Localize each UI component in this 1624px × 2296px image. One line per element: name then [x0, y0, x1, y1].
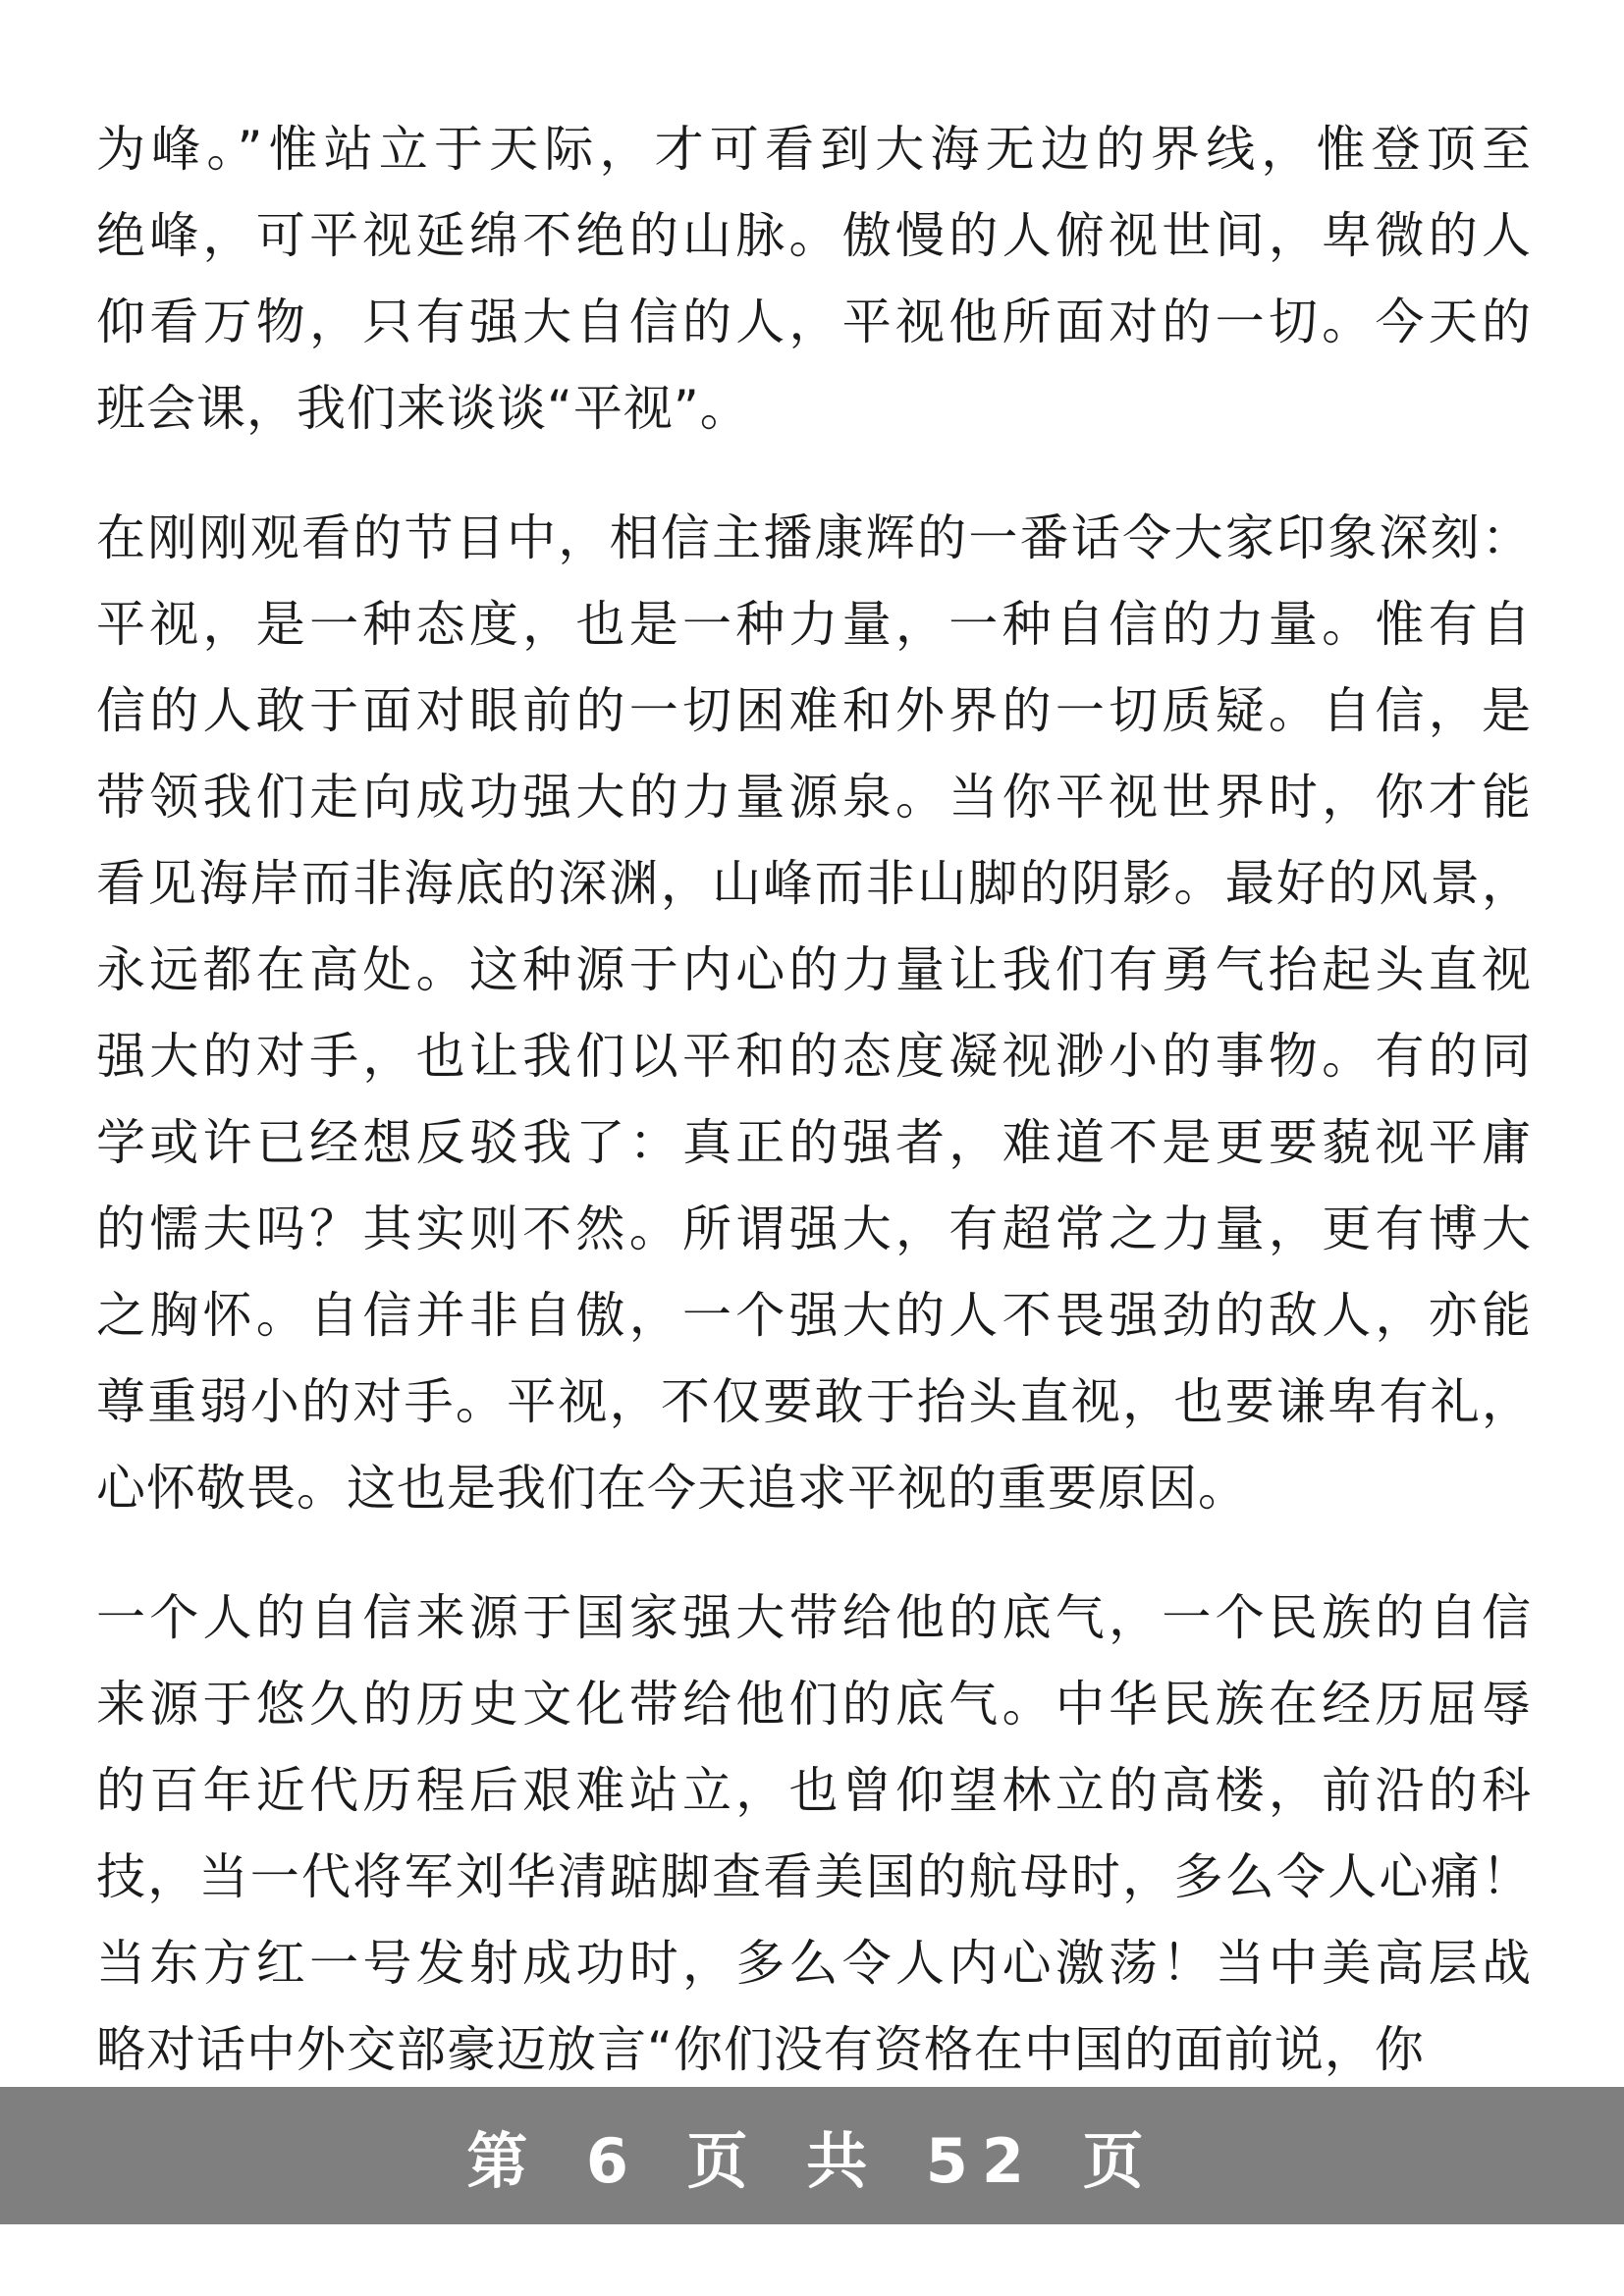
text-line: 心怀敬畏。这也是我们在今天追求平视的重要原因。: [96, 1460, 1248, 1517]
text-line: 的懦夫吗？其实则不然。所谓强大，有超常之力量，更有博大: [96, 1201, 1532, 1257]
text-line: 略对话中外交部豪迈放言“你们没有资格在中国的面前说，你: [96, 2021, 1425, 2078]
text-line: 的百年近代历程后艰难站立，也曾仰望林立的高楼，前沿的科: [96, 1762, 1532, 1819]
text-line: 尊重弱小的对手。平视，不仅要敢于抬头直视，也要谦卑有礼，: [96, 1373, 1532, 1430]
text-line: 信的人敢于面对眼前的一切困难和外界的一切质疑。自信，是: [96, 682, 1532, 739]
paragraph-1: [96, 106, 1532, 452]
text-line: 看见海岸而非海底的深渊，山峰而非山脚的阴影。最好的风景，: [96, 855, 1532, 912]
text-line: 强大的对手，也让我们以平和的态度凝视渺小的事物。有的同: [96, 1028, 1532, 1085]
text-line: 永远都在高处。这种源于内心的力量让我们有勇气抬起头直视: [96, 941, 1532, 998]
text-line: 之胸怀。自信并非自傲，一个强大的人不畏强劲的敌人，亦能: [96, 1287, 1532, 1344]
document-body: [96, 106, 1532, 2136]
text-line: 学或许已经想反驳我了：真正的强者，难道不是更要藐视平庸: [96, 1114, 1532, 1171]
text-line: 在刚刚观看的节目中，相信主播康辉的一番话令大家印象深刻：: [96, 509, 1532, 566]
paragraph-3: [96, 1575, 1532, 2093]
text-line: 绝峰，可平视延绵不绝的山脉。傲慢的人俯视世间，卑微的人: [96, 207, 1532, 264]
text-line: 仰看万物，只有强大自信的人，平视他所面对的一切。今天的: [96, 294, 1532, 350]
text-line: 班会课，我们来谈谈“平视”。: [96, 380, 750, 437]
text-line: 当东方红一号发射成功时，多么令人内心激荡！当中美高层战: [96, 1935, 1532, 1992]
text-line: 带领我们走向成功强大的力量源泉。当你平视世界时，你才能: [96, 769, 1532, 826]
paragraph-2: [96, 495, 1532, 1531]
text-line: 来源于悠久的历史文化带给他们的底气。中华民族在经历屈辱: [96, 1676, 1532, 1733]
text-line: 为峰。”惟站立于天际，才可看到大海无边的界线，惟登顶至: [96, 121, 1532, 178]
page-number-label: 第 6 页 共 52 页: [466, 2124, 1158, 2197]
page-footer: [0, 2087, 1624, 2224]
text-line: 技，当一代将军刘华清踮脚查看美国的航母时，多么令人心痛！: [96, 1848, 1532, 1905]
text-line: 平视，是一种态度，也是一种力量，一种自信的力量。惟有自: [96, 596, 1532, 653]
text-line: 一个人的自信来源于国家强大带给他的底气，一个民族的自信: [96, 1589, 1532, 1646]
